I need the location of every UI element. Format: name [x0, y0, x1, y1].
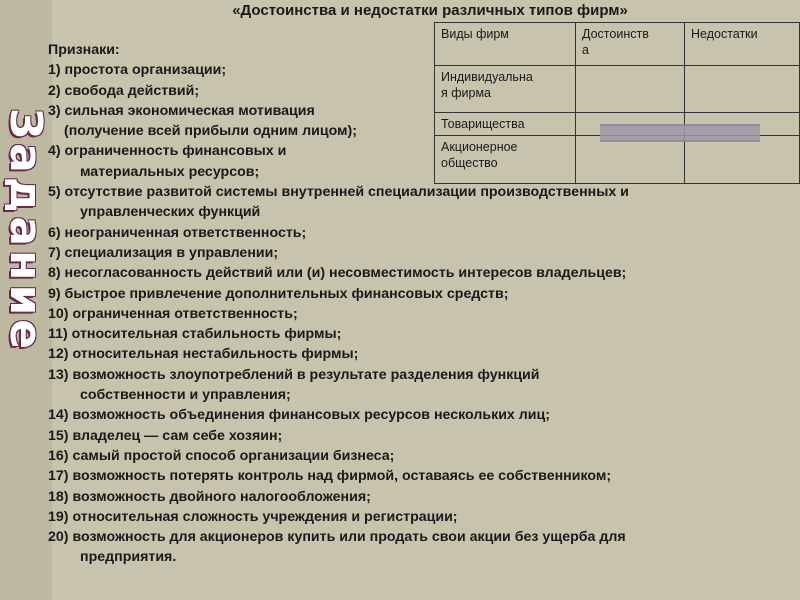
feature-item [48, 324, 788, 344]
feature-text: 1) простота организации; [48, 62, 227, 79]
table-header-cell: Недостатки [685, 23, 800, 66]
feature-text: 9) быстрое привлечение дополнительных финансовых средств; [48, 285, 509, 302]
feature-item [48, 466, 788, 486]
feature-text: 4) ограниченность финансовых и [48, 143, 287, 160]
feature-item [48, 405, 788, 425]
table-cell[interactable] [685, 136, 800, 184]
firm-types-table [434, 22, 800, 184]
side-label-text: Задание [0, 107, 52, 353]
table-row [435, 136, 800, 184]
features-heading: Признаки: [48, 42, 120, 58]
highlight-bar [600, 124, 760, 142]
feature-item [48, 365, 788, 406]
feature-item [48, 446, 788, 466]
feature-text-continuation: собственности и управления; [80, 387, 291, 404]
feature-item [48, 182, 788, 223]
table-cell[interactable] [685, 66, 800, 113]
feature-text: 3) сильная экономическая мотивация [48, 102, 315, 119]
feature-item [48, 527, 788, 568]
feature-text: 19) относительная сложность учреждения и регистрации; [48, 508, 458, 525]
table-row-label: Товарищества [435, 113, 576, 136]
feature-text-continuation: предприятия. [80, 549, 177, 566]
feature-item [48, 507, 788, 527]
feature-item [48, 344, 788, 364]
table-row-label: Акционерное общество [435, 136, 576, 184]
feature-text: 20) возможность для акционеров купить или продать свои акции без ущерба для [48, 529, 626, 546]
table-row-label: Индивидуальна я фирма [435, 66, 576, 113]
feature-text: 17) возможность потерять контроль над фирмой, оставаясь ее собственником; [48, 468, 612, 485]
feature-item [48, 243, 788, 263]
feature-text: 16) самый простой способ организации бизнеса; [48, 447, 395, 464]
feature-text: 10) ограниченная ответственность; [48, 305, 298, 322]
feature-text: 5) отсутствие развитой системы внутренней специализации производственных и [48, 184, 629, 201]
feature-text: 15) владелец — сам себе хозяин; [48, 427, 283, 444]
table-row [435, 66, 800, 113]
page-title: «Достоинства и недостатки различных типов фирм» [232, 2, 628, 19]
feature-item [48, 284, 788, 304]
table-header-row [435, 23, 800, 66]
feature-text: 12) относительная нестабильность фирмы; [48, 346, 359, 363]
table-cell[interactable] [576, 66, 685, 113]
table-header-cell: Виды фирм [435, 23, 576, 66]
table-cell[interactable] [576, 136, 685, 184]
feature-text: 2) свобода действий; [48, 82, 200, 99]
feature-item [48, 223, 788, 243]
feature-text: 13) возможность злоупотреблений в результате разделения функций [48, 366, 540, 383]
feature-text: 6) неограниченная ответственность; [48, 224, 307, 241]
feature-text: 7) специализация в управлении; [48, 244, 279, 261]
feature-text-continuation: (получение всей прибыли одним лицом); [64, 123, 357, 140]
feature-item [48, 304, 788, 324]
side-vertical-label [0, 20, 52, 440]
feature-text-continuation: управленческих функций [80, 204, 261, 221]
table-header-cell: Достоинств а [576, 23, 685, 66]
feature-text: 11) относительная стабильность фирмы; [48, 326, 342, 343]
feature-text-continuation: материальных ресурсов; [80, 163, 260, 180]
feature-item [48, 426, 788, 446]
feature-item [48, 263, 788, 283]
feature-text: 8) несогласованность действий или (и) несовместимость интересов владельцев; [48, 265, 627, 282]
feature-text: 14) возможность объединения финансовых ресурсов нескольких лиц; [48, 407, 550, 424]
feature-item [48, 487, 788, 507]
feature-text: 18) возможность двойного налогообложения; [48, 488, 371, 505]
